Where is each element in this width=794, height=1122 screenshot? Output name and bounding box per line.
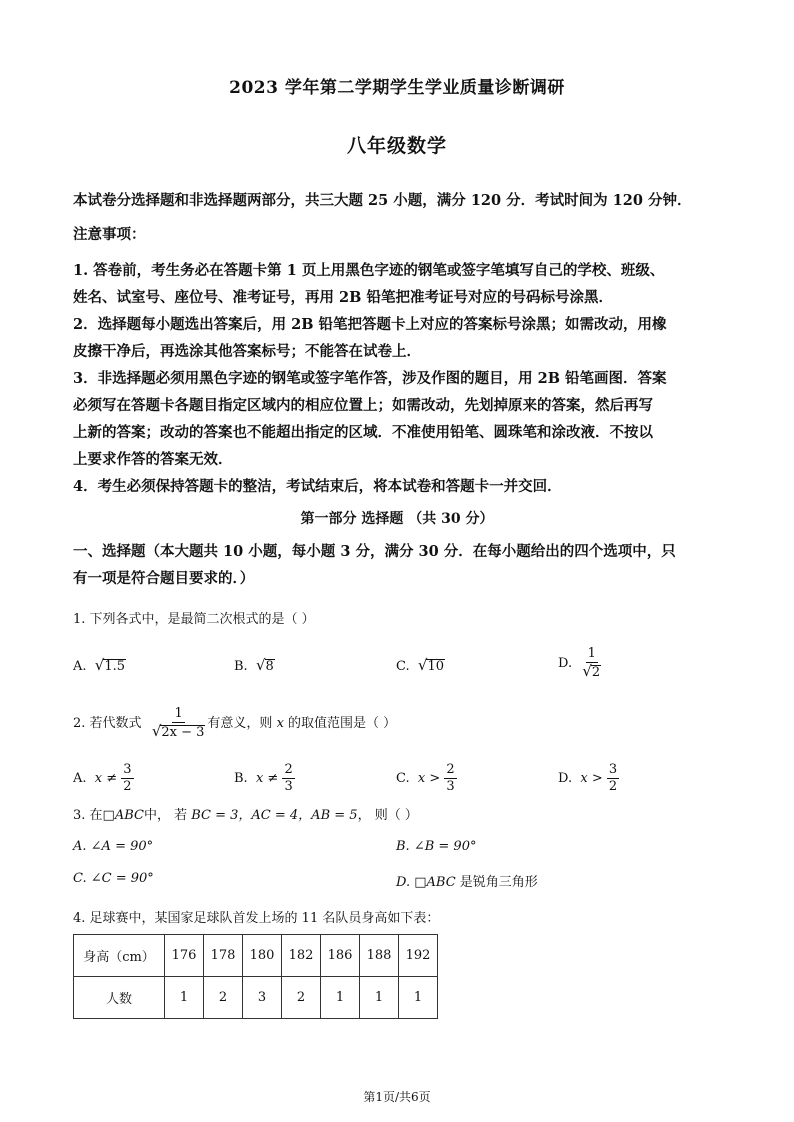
notice-3: 3．非选择题必须用黑色字迹的钢笔或签字笔作答，涉及作图的题目，用 2B 铅笔画图．答案 必须写在答题卡各题目指定区域内的相应位置上；如需改动，先划掉原来的答案，然后再写 上新的答案；改动的答案也不能超出指定的区域．不准使用铅笔、圆珠笔和涂改液．不按以 上要求作答的答案无效． — [73, 370, 667, 468]
table-cell: 人数 — [74, 977, 165, 1019]
q1-option-c: C. √10 — [396, 656, 444, 674]
q4-stem: 4. 足球赛中，某国家足球队首发上场的 11 名队员身高如下表： — [73, 911, 440, 926]
notice-heading: 注意事项： — [73, 226, 146, 243]
table-cell: 1 — [165, 977, 204, 1019]
table-cell: 188 — [360, 935, 399, 977]
q2-option-a: A. x ≠ $\frac{3}{2}$ — [73, 762, 132, 794]
q3-option-c: C. ∠C = 90° — [73, 871, 154, 886]
part1-title: 第一部分 选择题 （共 30 分） — [300, 511, 494, 527]
notice-1: 1. 答卷前，考生务必在答题卡第 1 页上用黑色字迹的钢笔或签字笔填写自己的学校、班级、 姓名、试室号、座位号、准考证号，再用 2B 铅笔把准考证号对应的号码标号涂黑． — [73, 262, 665, 306]
table-cell: 1 — [399, 977, 438, 1019]
q1-stem: 1. 下列各式中，是最简二次根式的是（ ） — [73, 612, 315, 627]
table-cell: 182 — [282, 935, 321, 977]
notice-2: 2．选择题每小题选出答案后，用 2B 铅笔把答题卡上对应的答案标号涂黑；如需改动，用橡 皮擦干净后，再选涂其他答案标号；不能答在试卷上． — [73, 316, 667, 360]
page-footer: 第1页/共6页 — [363, 1090, 431, 1104]
notice-4: 4．考生必须保持答题卡的整洁，考试结束后，将本试卷和答题卡一并交回． — [73, 478, 562, 495]
q3-option-d: D. □ABC 是锐角三角形 — [396, 875, 538, 890]
table-cell: 1 — [321, 977, 360, 1019]
height-table — [73, 934, 438, 1019]
q2-option-d: D. x > $\frac{3}{2}$ — [558, 762, 618, 794]
q3-stem: 3. 在□ABC中， 若 BC = 3，AC = 4，AB = 5， 则（ ） — [73, 808, 418, 823]
q2-option-b: B. x ≠ $\frac{2}{3}$ — [234, 762, 293, 794]
table-cell: 身高（cm） — [74, 935, 165, 977]
intro-text: 本试卷分选择题和非选择题两部分，共三大题 25 小题，满分 120 分．考试时间为 120 分钟． — [73, 192, 692, 209]
exam-title: 2023 学年第二学期学生学业质量诊断调研 — [229, 78, 565, 98]
subject-title: 八年级数学 — [346, 135, 447, 157]
table-cell: 1 — [360, 977, 399, 1019]
table-cell: 2 — [282, 977, 321, 1019]
q1-option-b: B. √8 — [234, 656, 274, 674]
q1-option-a: A. √1.5 — [73, 656, 126, 674]
q2-option-c: C. x > $\frac{2}{3}$ — [396, 762, 455, 794]
table-cell: 180 — [243, 935, 282, 977]
table-cell: 3 — [243, 977, 282, 1019]
section1-instructions: 一、选择题（本大题共 10 小题，每小题 3 分，满分 30 分．在每小题给出的四个选项中，只 有一项是符合题目要求的．） — [73, 543, 676, 587]
table-row — [74, 935, 438, 977]
table-row — [74, 977, 438, 1019]
table-cell: 178 — [204, 935, 243, 977]
table-cell: 192 — [399, 935, 438, 977]
q3-option-b: B. ∠B = 90° — [396, 839, 477, 854]
table-cell: 2 — [204, 977, 243, 1019]
table-cell: 176 — [165, 935, 204, 977]
q1-option-d: D. $\frac{1}{√2}$ — [558, 646, 601, 680]
q3-option-a: A. ∠A = 90° — [73, 839, 154, 854]
table-cell: 186 — [321, 935, 360, 977]
q2-stem: 2. 若代数式 $\frac{1}{√2x - 3}$ 有意义，则 x 的取值范围是（ ） — [73, 706, 397, 740]
